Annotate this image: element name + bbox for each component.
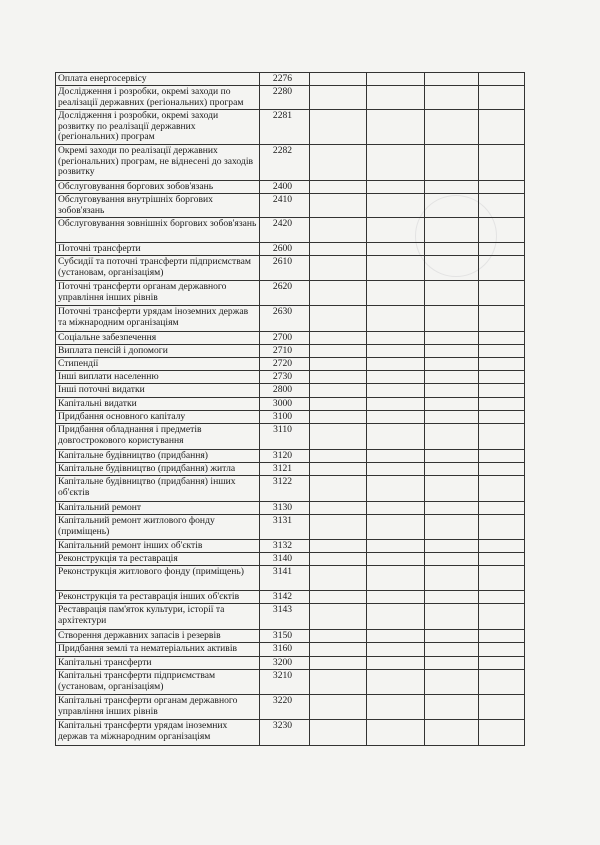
empty-value-cell <box>310 450 367 463</box>
expense-code-cell: 2410 <box>260 194 310 218</box>
empty-value-cell <box>310 398 367 411</box>
table-row <box>56 371 525 384</box>
empty-value-cell <box>425 670 479 695</box>
empty-value-cell <box>479 332 525 345</box>
expense-code-cell: 3210 <box>260 670 310 695</box>
table-row <box>56 720 525 746</box>
empty-value-cell <box>479 657 525 670</box>
expense-name-cell: Реконструкція житлового фонду (приміщень) <box>56 566 260 591</box>
expense-code-cell: 3142 <box>260 591 310 604</box>
table-row <box>56 591 525 604</box>
empty-value-cell <box>479 515 525 540</box>
empty-value-cell <box>425 476 479 502</box>
expense-name-cell: Поточні трансферти <box>56 243 260 256</box>
empty-value-cell <box>425 398 479 411</box>
expense-code-cell: 3140 <box>260 553 310 566</box>
empty-value-cell <box>425 630 479 643</box>
empty-value-cell <box>425 540 479 553</box>
expense-code-cell: 3200 <box>260 657 310 670</box>
empty-value-cell <box>310 218 367 243</box>
empty-value-cell <box>367 384 425 398</box>
empty-value-cell <box>425 643 479 657</box>
expense-code-cell: 2730 <box>260 371 310 384</box>
empty-value-cell <box>425 384 479 398</box>
empty-value-cell <box>367 243 425 256</box>
expense-code-cell: 2281 <box>260 110 310 145</box>
empty-value-cell <box>479 463 525 476</box>
empty-value-cell <box>479 540 525 553</box>
expense-code-cell: 2600 <box>260 243 310 256</box>
expense-name-cell: Капітальне будівництво (придбання) житла <box>56 463 260 476</box>
expense-name-cell: Оплата енергосервісу <box>56 73 260 86</box>
expense-name-cell: Стипендії <box>56 358 260 371</box>
expense-code-cell: 2700 <box>260 332 310 345</box>
empty-value-cell <box>310 424 367 450</box>
empty-value-cell <box>367 720 425 746</box>
expense-code-cell: 3121 <box>260 463 310 476</box>
table-row <box>56 643 525 657</box>
expense-code-cell: 3131 <box>260 515 310 540</box>
table-row <box>56 194 525 218</box>
empty-value-cell <box>310 463 367 476</box>
empty-value-cell <box>425 450 479 463</box>
table-row <box>56 670 525 695</box>
table-row <box>56 411 525 424</box>
table-row <box>56 553 525 566</box>
table-row <box>56 345 525 358</box>
table-row <box>56 463 525 476</box>
empty-value-cell <box>479 358 525 371</box>
table-row <box>56 604 525 630</box>
empty-value-cell <box>479 695 525 720</box>
empty-value-cell <box>425 591 479 604</box>
empty-value-cell <box>367 695 425 720</box>
empty-value-cell <box>425 720 479 746</box>
empty-value-cell <box>367 256 425 281</box>
expense-name-cell: Дослідження і розробки, окремі заходи по реалізації державних (регіональних) програм <box>56 86 260 110</box>
expense-name-cell: Капітальні трансферти органам державного управління інших рівнів <box>56 695 260 720</box>
empty-value-cell <box>310 256 367 281</box>
expense-code-cell: 3110 <box>260 424 310 450</box>
empty-value-cell <box>310 502 367 515</box>
expense-name-cell: Поточні трансферти урядам іноземних держав та міжнародним організаціям <box>56 306 260 332</box>
table-row <box>56 476 525 502</box>
expense-name-cell: Окремі заходи по реалізації державних (регіональних) програм, не віднесені до заходів розвитку <box>56 145 260 181</box>
empty-value-cell <box>310 145 367 181</box>
expense-code-cell: 2620 <box>260 281 310 306</box>
empty-value-cell <box>425 306 479 332</box>
empty-value-cell <box>425 194 479 218</box>
empty-value-cell <box>310 657 367 670</box>
expense-code-cell: 2280 <box>260 86 310 110</box>
empty-value-cell <box>479 306 525 332</box>
table-row <box>56 540 525 553</box>
table-row <box>56 630 525 643</box>
empty-value-cell <box>425 145 479 181</box>
empty-value-cell <box>367 218 425 243</box>
expense-code-cell: 2400 <box>260 181 310 194</box>
expense-code-cell: 2610 <box>260 256 310 281</box>
table-row <box>56 450 525 463</box>
expense-code-cell: 3120 <box>260 450 310 463</box>
empty-value-cell <box>310 110 367 145</box>
table-row <box>56 424 525 450</box>
empty-value-cell <box>425 358 479 371</box>
table-body <box>56 73 525 746</box>
table-row <box>56 358 525 371</box>
table-row <box>56 181 525 194</box>
empty-value-cell <box>310 604 367 630</box>
empty-value-cell <box>310 194 367 218</box>
empty-value-cell <box>310 358 367 371</box>
expense-name-cell: Капітальне будівництво (придбання) інших об'єктів <box>56 476 260 502</box>
expense-name-cell: Інші поточні видатки <box>56 384 260 398</box>
expense-name-cell: Капітальний ремонт інших об'єктів <box>56 540 260 553</box>
expense-name-cell: Реставрація пам'яток культури, історії та архітектури <box>56 604 260 630</box>
empty-value-cell <box>367 630 425 643</box>
empty-value-cell <box>367 398 425 411</box>
expense-code-cell: 3132 <box>260 540 310 553</box>
expense-code-cell: 3130 <box>260 502 310 515</box>
empty-value-cell <box>425 73 479 86</box>
empty-value-cell <box>367 540 425 553</box>
empty-value-cell <box>479 502 525 515</box>
expense-code-cell: 2282 <box>260 145 310 181</box>
empty-value-cell <box>479 218 525 243</box>
empty-value-cell <box>479 411 525 424</box>
expense-name-cell: Реконструкція та реставрація <box>56 553 260 566</box>
empty-value-cell <box>367 670 425 695</box>
empty-value-cell <box>310 720 367 746</box>
empty-value-cell <box>425 515 479 540</box>
empty-value-cell <box>479 145 525 181</box>
expense-name-cell: Придбання обладнання і предметів довгострокового користування <box>56 424 260 450</box>
empty-value-cell <box>367 553 425 566</box>
empty-value-cell <box>310 411 367 424</box>
empty-value-cell <box>367 86 425 110</box>
empty-value-cell <box>479 720 525 746</box>
empty-value-cell <box>425 553 479 566</box>
expense-name-cell: Капітальні трансферти <box>56 657 260 670</box>
table-row <box>56 243 525 256</box>
empty-value-cell <box>310 384 367 398</box>
empty-value-cell <box>425 502 479 515</box>
empty-value-cell <box>479 424 525 450</box>
empty-value-cell <box>367 657 425 670</box>
expenditure-table <box>55 72 525 746</box>
empty-value-cell <box>479 604 525 630</box>
expense-code-cell: 2420 <box>260 218 310 243</box>
expense-name-cell: Реконструкція та реставрація інших об'єктів <box>56 591 260 604</box>
expense-name-cell: Капітальний ремонт <box>56 502 260 515</box>
empty-value-cell <box>367 358 425 371</box>
empty-value-cell <box>310 643 367 657</box>
expense-name-cell: Обслуговування зовнішніх боргових зобов'язань <box>56 218 260 243</box>
empty-value-cell <box>479 243 525 256</box>
empty-value-cell <box>479 553 525 566</box>
empty-value-cell <box>479 643 525 657</box>
empty-value-cell <box>367 371 425 384</box>
expense-name-cell: Капітальні трансферти урядам іноземних держав та міжнародним організаціям <box>56 720 260 746</box>
empty-value-cell <box>425 256 479 281</box>
expenditure-table-wrap <box>55 72 524 746</box>
table-row <box>56 398 525 411</box>
expense-name-cell: Створення державних запасів і резервів <box>56 630 260 643</box>
empty-value-cell <box>310 371 367 384</box>
expense-name-cell: Дослідження і розробки, окремі заходи розвитку по реалізації державних (регіональних) програм <box>56 110 260 145</box>
table-row <box>56 384 525 398</box>
empty-value-cell <box>479 181 525 194</box>
table-row <box>56 86 525 110</box>
empty-value-cell <box>479 476 525 502</box>
empty-value-cell <box>310 73 367 86</box>
empty-value-cell <box>310 515 367 540</box>
table-row <box>56 281 525 306</box>
expense-code-cell: 2720 <box>260 358 310 371</box>
expense-code-cell: 3220 <box>260 695 310 720</box>
table-row <box>56 110 525 145</box>
expense-name-cell: Субсидії та поточні трансферти підприємствам (установам, організаціям) <box>56 256 260 281</box>
empty-value-cell <box>479 110 525 145</box>
empty-value-cell <box>479 566 525 591</box>
expense-name-cell: Придбання основного капіталу <box>56 411 260 424</box>
expense-name-cell: Капітальне будівництво (придбання) <box>56 450 260 463</box>
empty-value-cell <box>367 281 425 306</box>
empty-value-cell <box>479 256 525 281</box>
empty-value-cell <box>479 73 525 86</box>
empty-value-cell <box>425 218 479 243</box>
empty-value-cell <box>310 670 367 695</box>
empty-value-cell <box>425 424 479 450</box>
empty-value-cell <box>310 281 367 306</box>
table-row <box>56 73 525 86</box>
empty-value-cell <box>310 540 367 553</box>
empty-value-cell <box>367 306 425 332</box>
empty-value-cell <box>479 86 525 110</box>
expense-code-cell: 3122 <box>260 476 310 502</box>
empty-value-cell <box>425 243 479 256</box>
empty-value-cell <box>479 591 525 604</box>
empty-value-cell <box>367 604 425 630</box>
expense-code-cell: 3230 <box>260 720 310 746</box>
expense-code-cell: 3143 <box>260 604 310 630</box>
empty-value-cell <box>367 424 425 450</box>
empty-value-cell <box>367 110 425 145</box>
empty-value-cell <box>425 566 479 591</box>
table-row <box>56 145 525 181</box>
expense-name-cell: Поточні трансферти органам державного управління інших рівнів <box>56 281 260 306</box>
expense-name-cell: Придбання землі та нематеріальних активів <box>56 643 260 657</box>
expense-name-cell: Капітальні трансферти підприємствам (установам, організаціям) <box>56 670 260 695</box>
expense-name-cell: Капітальний ремонт житлового фонду (приміщень) <box>56 515 260 540</box>
empty-value-cell <box>310 553 367 566</box>
empty-value-cell <box>425 657 479 670</box>
empty-value-cell <box>367 345 425 358</box>
empty-value-cell <box>310 86 367 110</box>
empty-value-cell <box>310 181 367 194</box>
empty-value-cell <box>479 345 525 358</box>
empty-value-cell <box>425 86 479 110</box>
empty-value-cell <box>425 604 479 630</box>
empty-value-cell <box>310 591 367 604</box>
empty-value-cell <box>367 476 425 502</box>
empty-value-cell <box>479 371 525 384</box>
table-row <box>56 502 525 515</box>
empty-value-cell <box>425 181 479 194</box>
empty-value-cell <box>367 502 425 515</box>
expense-code-cell: 2710 <box>260 345 310 358</box>
expense-code-cell: 3100 <box>260 411 310 424</box>
expense-code-cell: 2800 <box>260 384 310 398</box>
empty-value-cell <box>367 145 425 181</box>
empty-value-cell <box>367 463 425 476</box>
expense-code-cell: 3150 <box>260 630 310 643</box>
empty-value-cell <box>367 566 425 591</box>
empty-value-cell <box>367 411 425 424</box>
empty-value-cell <box>479 450 525 463</box>
empty-value-cell <box>425 281 479 306</box>
empty-value-cell <box>310 345 367 358</box>
expense-name-cell: Обслуговування боргових зобов'язань <box>56 181 260 194</box>
expense-code-cell: 2276 <box>260 73 310 86</box>
table-row <box>56 256 525 281</box>
empty-value-cell <box>479 194 525 218</box>
empty-value-cell <box>367 515 425 540</box>
empty-value-cell <box>310 695 367 720</box>
expense-code-cell: 2630 <box>260 306 310 332</box>
empty-value-cell <box>425 411 479 424</box>
table-row <box>56 218 525 243</box>
empty-value-cell <box>367 194 425 218</box>
empty-value-cell <box>425 345 479 358</box>
table-row <box>56 515 525 540</box>
empty-value-cell <box>310 476 367 502</box>
empty-value-cell <box>479 670 525 695</box>
table-row <box>56 332 525 345</box>
empty-value-cell <box>310 630 367 643</box>
table-row <box>56 306 525 332</box>
empty-value-cell <box>425 371 479 384</box>
empty-value-cell <box>367 450 425 463</box>
expense-name-cell: Виплата пенсій і допомоги <box>56 345 260 358</box>
empty-value-cell <box>425 463 479 476</box>
empty-value-cell <box>367 643 425 657</box>
empty-value-cell <box>310 243 367 256</box>
empty-value-cell <box>367 591 425 604</box>
expense-name-cell: Соціальне забезпечення <box>56 332 260 345</box>
empty-value-cell <box>425 110 479 145</box>
table-row <box>56 657 525 670</box>
table-row <box>56 695 525 720</box>
empty-value-cell <box>479 384 525 398</box>
empty-value-cell <box>367 332 425 345</box>
expense-name-cell: Обслуговування внутрішніх боргових зобов'язань <box>56 194 260 218</box>
expense-code-cell: 3141 <box>260 566 310 591</box>
empty-value-cell <box>310 566 367 591</box>
empty-value-cell <box>425 695 479 720</box>
expense-name-cell: Капітальні видатки <box>56 398 260 411</box>
empty-value-cell <box>425 332 479 345</box>
expense-name-cell: Інші виплати населенню <box>56 371 260 384</box>
empty-value-cell <box>367 181 425 194</box>
empty-value-cell <box>479 398 525 411</box>
empty-value-cell <box>479 630 525 643</box>
expense-code-cell: 3160 <box>260 643 310 657</box>
empty-value-cell <box>367 73 425 86</box>
empty-value-cell <box>310 332 367 345</box>
expense-code-cell: 3000 <box>260 398 310 411</box>
empty-value-cell <box>310 306 367 332</box>
empty-value-cell <box>479 281 525 306</box>
table-row <box>56 566 525 591</box>
